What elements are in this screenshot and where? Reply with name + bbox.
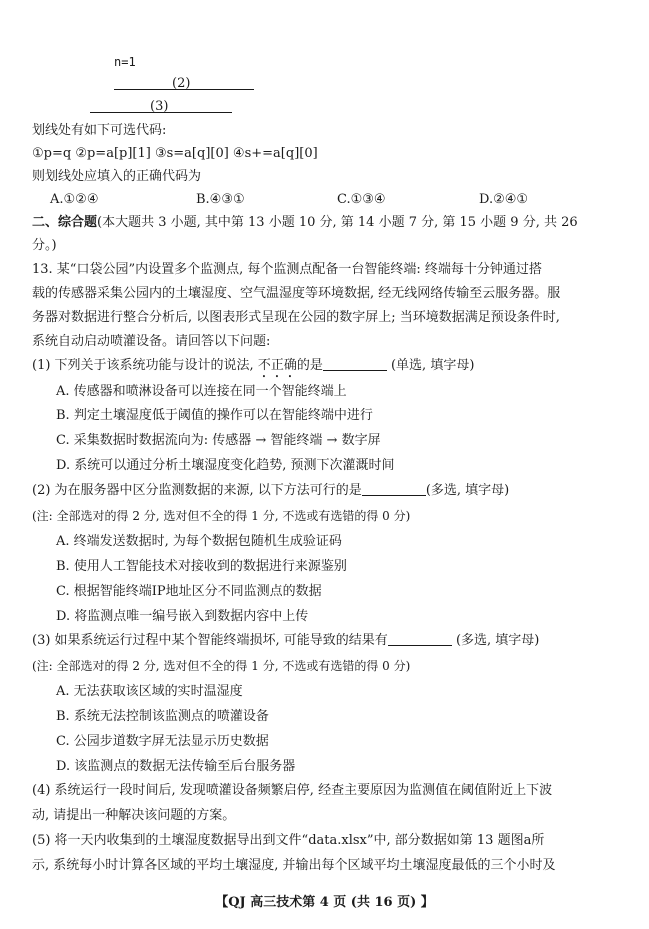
q13-part2-answer-blank[interactable] — [362, 481, 426, 496]
q13-part1-option-c: C. 采集数据时数据流向为: 传感器 → 智能终端 → 数字屏 — [56, 433, 381, 448]
q13-part4-line-1: (4) 系统运行一段时间后, 发现喷灌设备频繁启停, 经查主要原因为监测值在阈值附近上下波 — [32, 783, 553, 798]
section-2-desc: (本大题共 3 小题, 其中第 13 小题 10 分, 第 14 小题 7 分, 第 15 小题 9 分, 共 26 — [97, 215, 578, 230]
q13-part3-prompt — [32, 631, 539, 651]
section-2-title: 二、综合题 — [32, 215, 98, 230]
q13-part2-option-a: A. 终端发送数据时, 为每个数据包随机生成验证码 — [56, 534, 342, 549]
q13-part3-prefix: (3) 如果系统运行过程中某个智能终端损坏, 可能导致的结果有 — [32, 633, 388, 648]
q13-part2-option-d: D. 将监测点唯一编号嵌入到数据内容中上传 — [56, 609, 309, 624]
section-2-header — [32, 213, 578, 233]
q13-part4-line-2: 动, 请提出一种解决该问题的方案。 — [32, 808, 236, 823]
q13-stem-line-3: 务器对数据进行整合分析后, 以图表形式呈现在公园的数字屏上; 当环境数据满足预设条件时, — [32, 310, 560, 325]
q13-part5-line-1: (5) 将一天内收集到的土壤湿度数据导出到文件“data.xlsx”中, 部分数据如第 13 题图a所 — [32, 833, 545, 848]
code-blank-2-label: (2) — [172, 76, 191, 91]
q13-part1-suffix: 的是 — [296, 358, 323, 373]
q13-part2-prefix: (2) 为在服务器中区分监测数据的来源, 以下方法可行的是 — [32, 483, 362, 498]
q13-part3-answer-blank[interactable] — [388, 631, 452, 646]
q13-part1-answer-blank[interactable] — [323, 356, 387, 371]
section-2-desc-cont: 分。) — [32, 238, 57, 253]
q12-option-b: B.④③① — [196, 192, 245, 207]
q13-part3-option-b: B. 系统无法控制该监测点的喷灌设备 — [56, 709, 269, 724]
q13-part1-option-b: B. 判定土壤湿度低于阈值的操作可以在智能终端中进行 — [56, 408, 373, 423]
q13-part1-option-d: D. 系统可以通过分析土壤湿度变化趋势, 预测下次灌溉时间 — [56, 458, 395, 473]
q13-part2-note: (注: 全部选对的得 2 分, 选对但不全的得 1 分, 不选或有选错的得 0 分) — [32, 509, 411, 523]
q13-part3-option-a: A. 无法获取该区域的实时温湿度 — [56, 684, 243, 699]
q13-part2-option-c: C. 根据智能终端IP地址区分不同监测点的数据 — [56, 584, 322, 599]
q13-part2-tail: (多选, 填字母) — [425, 483, 510, 498]
q12-option-a: A.①②④ — [50, 192, 99, 207]
q13-part1-prefix: (1) 下列关于该系统功能与设计的说法, — [32, 358, 258, 373]
q13-part1-tail: (单选, 填字母) — [386, 358, 475, 373]
q13-part2-option-b: B. 使用人工智能技术对接收到的数据进行来源鉴别 — [56, 559, 347, 574]
q13-stem-line-1: 13. 某“口袋公园”内设置多个监测点, 每个监测点配备一台智能终端: 终端每十分钟通过搭 — [32, 262, 542, 277]
q13-part3-note: (注: 全部选对的得 2 分, 选对但不全的得 1 分, 不选或有选错的得 0 分) — [32, 659, 411, 673]
q13-part3-option-c: C. 公园步道数字屏无法显示历史数据 — [56, 734, 269, 749]
code-blank-3-label: (3) — [150, 99, 169, 114]
q13-part1-emphasis: 不正确 — [257, 358, 297, 373]
q12-codes: ①p=q ②p=a[p][1] ③s=a[q][0] ④s+=a[q][0] — [32, 146, 318, 161]
q13-part5-line-2: 示, 系统每小时计算各区域的平均土壤湿度, 并输出每个区域平均土壤湿度最低的三个小时及 — [32, 858, 556, 873]
q13-part1-prompt — [32, 356, 474, 381]
q13-part3-tail: (多选, 填字母) — [451, 633, 540, 648]
q13-part2-prompt — [32, 481, 509, 501]
q13-stem-line-4: 系统自动启动喷灌设备。请回答以下问题: — [32, 334, 271, 349]
q12-intro: 划线处有如下可选代码: — [32, 123, 167, 138]
code-line-n: n=1 — [114, 55, 136, 69]
q12-ask: 则划线处应填入的正确代码为 — [32, 169, 202, 184]
q13-part1-option-a: A. 传感器和喷淋设备可以连接在同一个智能终端上 — [56, 384, 347, 399]
q13-part3-option-d: D. 该监测点的数据无法传输至后台服务器 — [56, 759, 296, 774]
q12-option-d: D.②④① — [479, 192, 529, 207]
page-footer: 【QJ 高三技术第 4 页 (共 16 页) 】 — [215, 895, 434, 910]
q13-stem-line-2: 载的传感器采集公园内的土壤湿度、空气温湿度等环境数据, 经无线网络传输至云服务器。服 — [32, 286, 561, 301]
q12-option-c: C.①③④ — [337, 192, 386, 207]
